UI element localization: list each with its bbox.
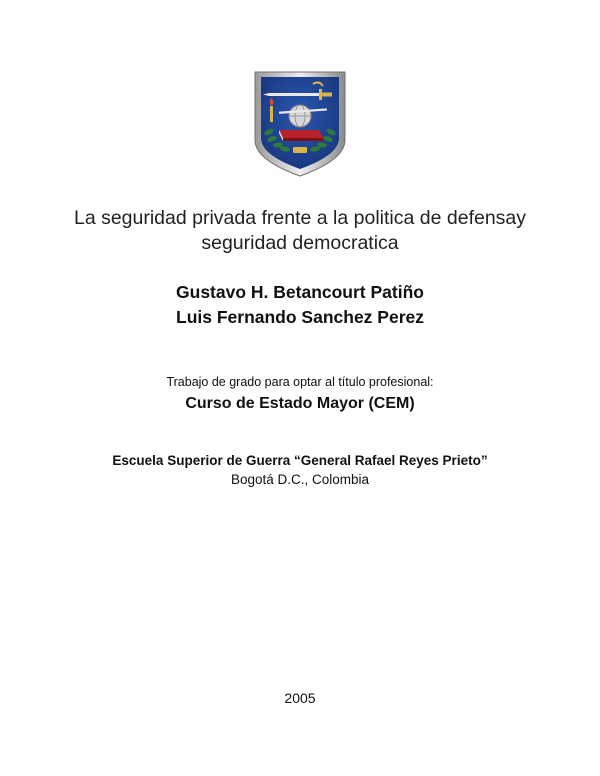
book-icon bbox=[279, 130, 323, 141]
globe-icon bbox=[289, 105, 311, 127]
publication-year: 2005 bbox=[284, 690, 316, 706]
torch-icon bbox=[270, 98, 274, 122]
title-line-1: La seguridad privada frente a la politica de defensay bbox=[73, 207, 527, 229]
degree-intro: Trabajo de grado para optar al título profesional: bbox=[166, 375, 434, 389]
author-name: Gustavo H. Betancourt Patiño bbox=[176, 282, 424, 302]
title-line-2: seguridad democratica bbox=[201, 232, 399, 254]
institution-shield-logo bbox=[253, 70, 347, 178]
document-title bbox=[0, 206, 600, 256]
institution-name: Escuela Superior de Guerra “General Rafael Reyes Prieto” bbox=[112, 453, 488, 468]
emblem-icon bbox=[293, 147, 307, 153]
author-list bbox=[0, 280, 600, 330]
author-name: Luis Fernando Sanchez Perez bbox=[176, 307, 424, 327]
degree-name: Curso de Estado Mayor (CEM) bbox=[185, 395, 415, 412]
institution-city: Bogotá D.C., Colombia bbox=[230, 472, 370, 487]
